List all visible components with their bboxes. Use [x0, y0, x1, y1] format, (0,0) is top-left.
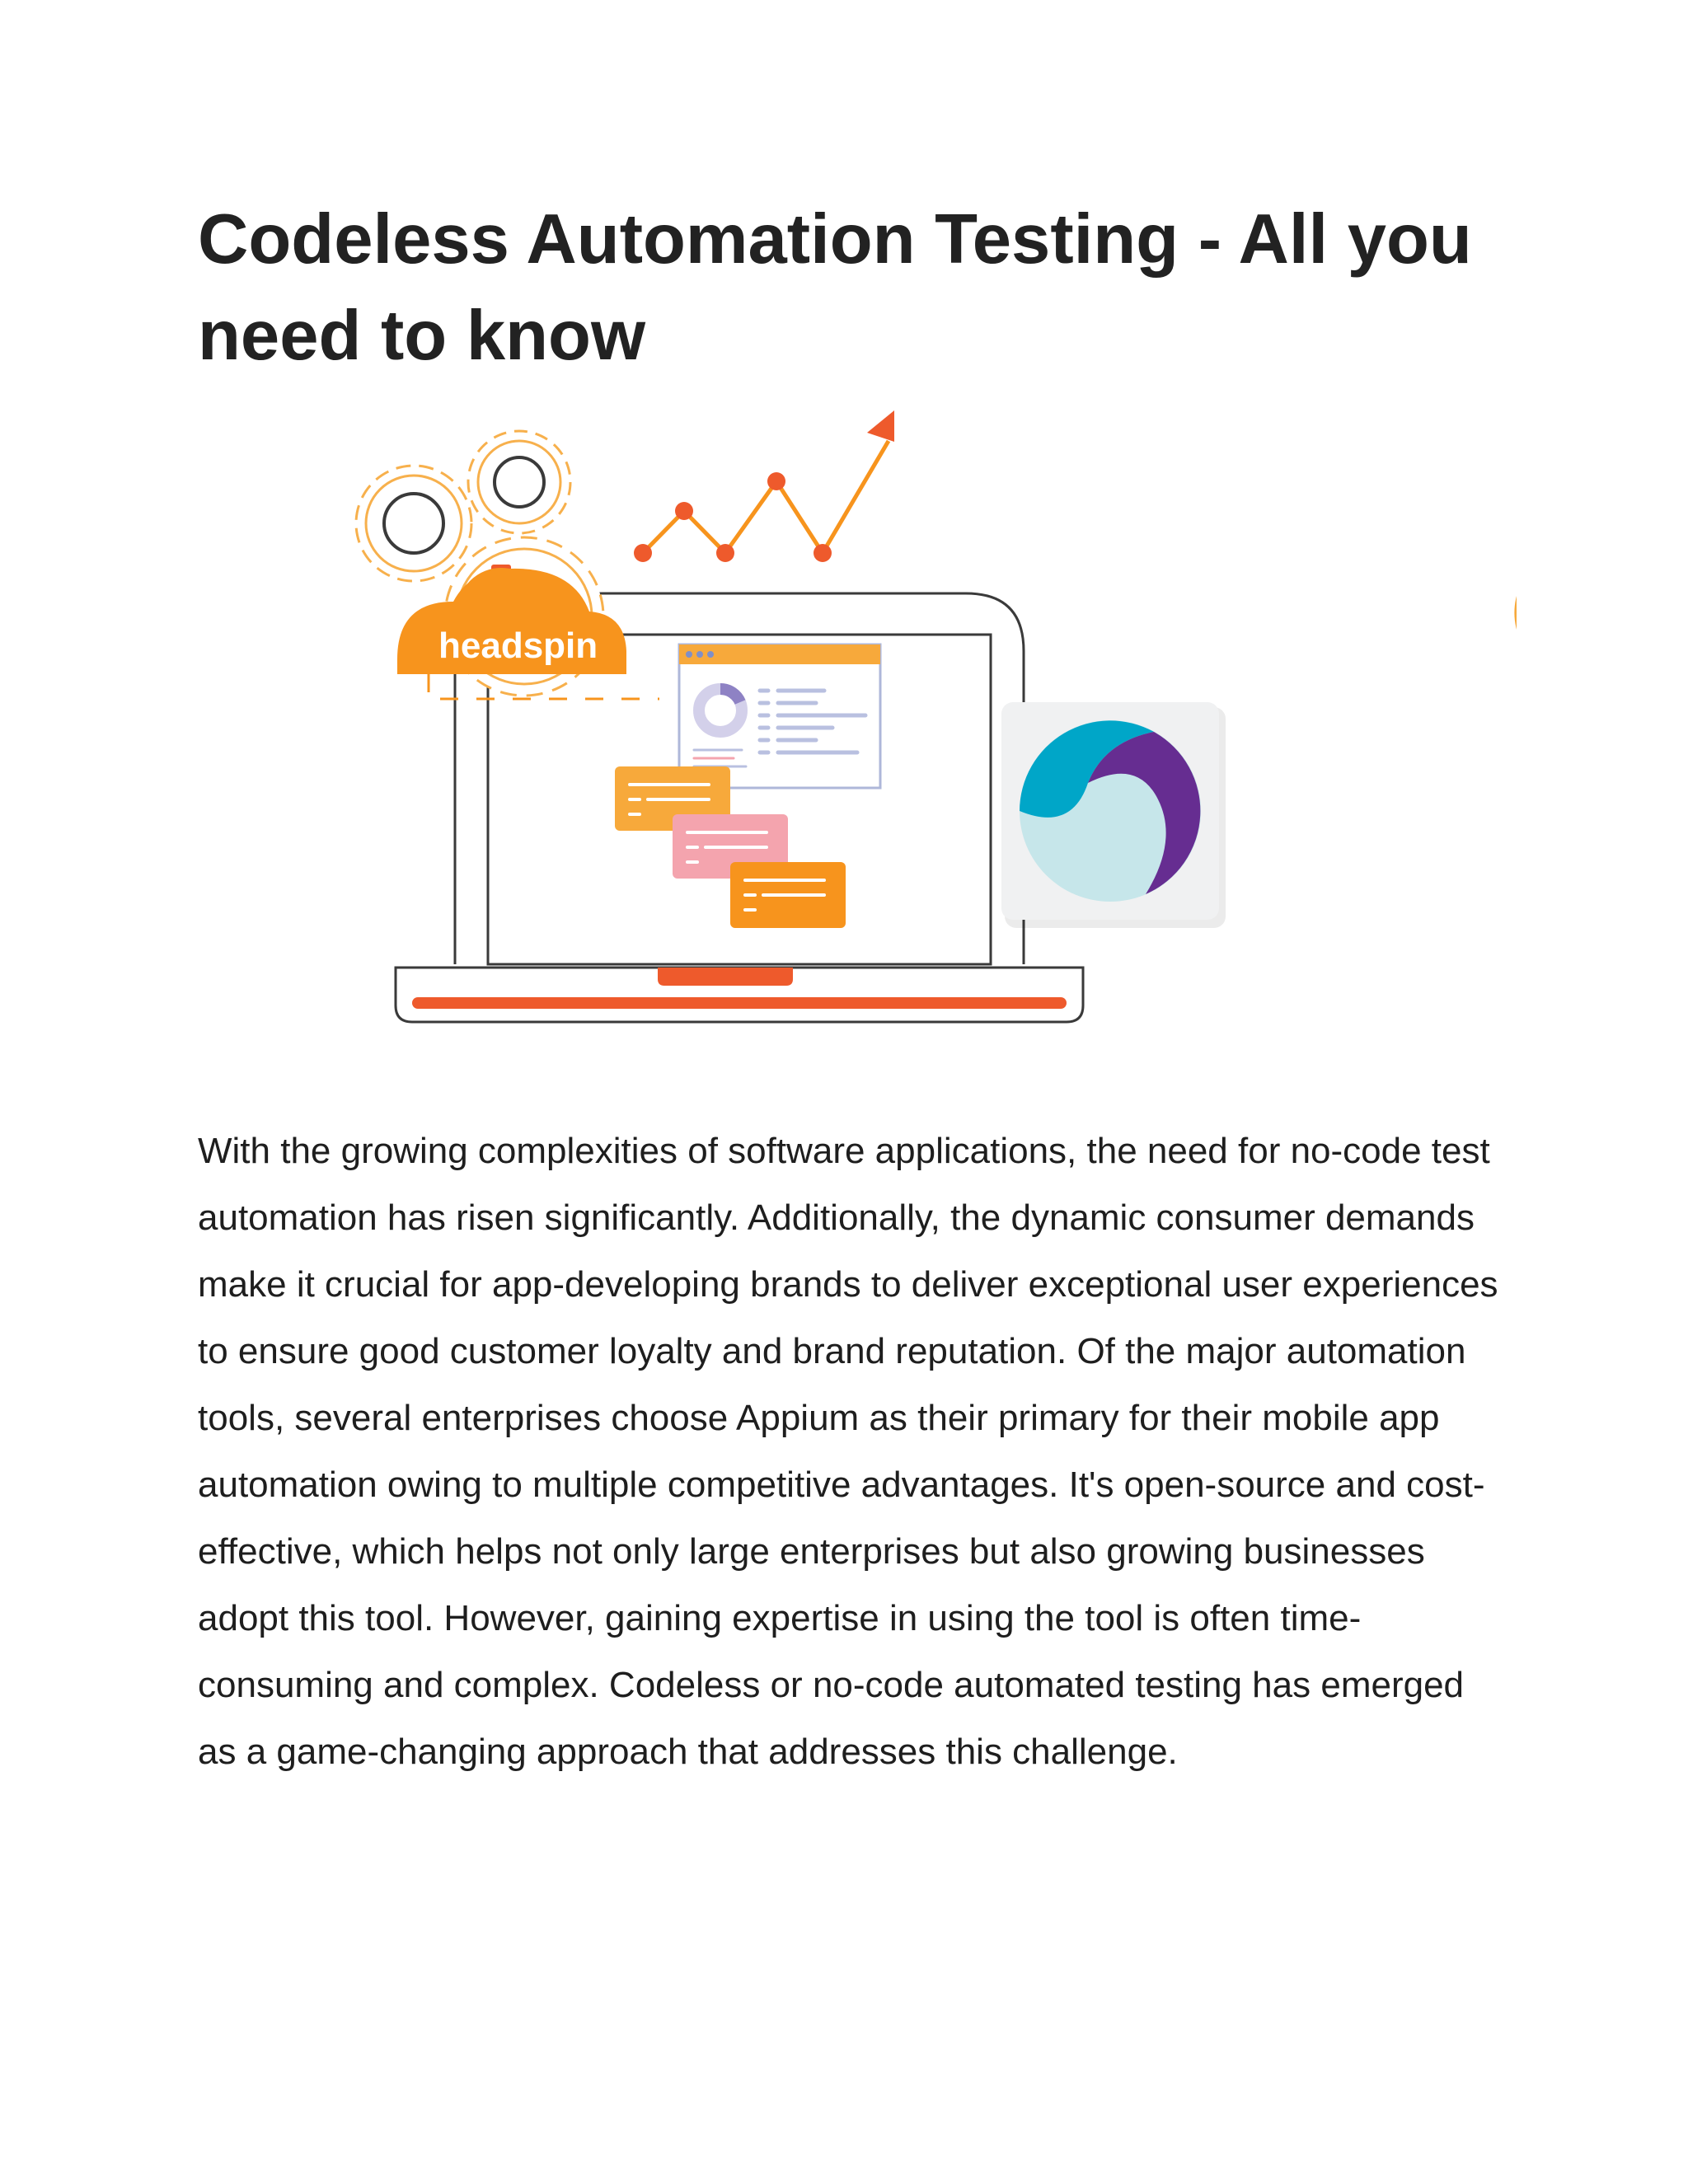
hero-illustration: [198, 396, 1517, 1055]
pie-chart-icon: [1514, 497, 1517, 678]
note-card-orange-bottom: [730, 862, 846, 928]
page-title: Codeless Automation Testing - All you need to know: [198, 200, 1472, 375]
trend-line-icon: [634, 410, 894, 562]
svg-text:headspin: headspin: [438, 626, 598, 666]
article-paragraph: With the growing complexities of software applications, the need for no-code test automation has risen significantly. Additionally, the dynamic consumer demands make it crucial for app-developing brands to deliver exceptional user experiences to ensure good customer loyalty and brand reputation. Of the major automation tools, several enterprises choose Appium as their primary for their mobile app automation owing to multiple competitive advantages. It's open-source and cost-effective, which helps not only large enterprises but also growing businesses adopt this tool. However, gaining expertise in using the tool is often time-consuming and complex. Codeless or no-code automated testing has emerged as a game-changing approach that addresses this challenge.: [198, 1131, 1498, 1772]
app-logo-icon: [1001, 702, 1226, 928]
browser-window-icon: [679, 644, 880, 788]
